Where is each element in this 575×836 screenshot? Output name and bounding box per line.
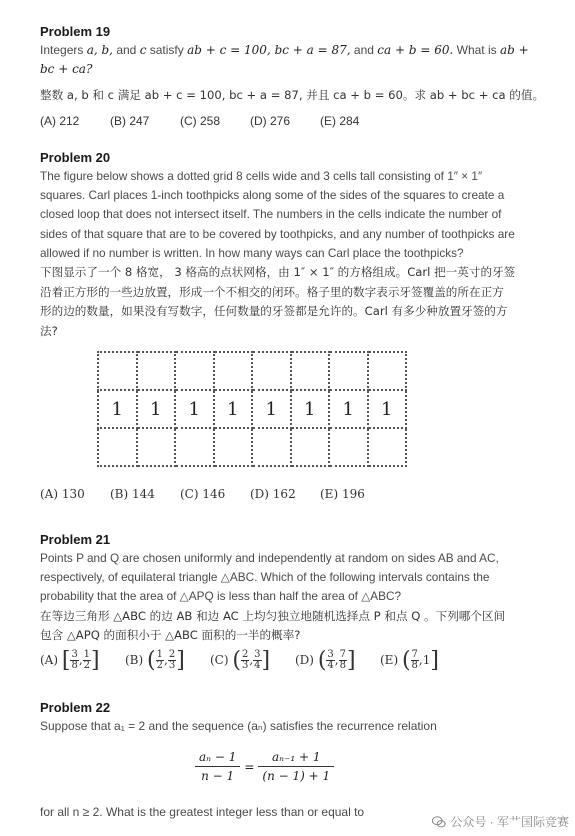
problem-21-choices — [40, 648, 465, 673]
choice-c: (C) 146 — [180, 487, 226, 501]
problem-19 — [40, 24, 545, 128]
grid-cell — [214, 352, 253, 390]
watermark — [432, 813, 569, 830]
dotted-grid — [97, 351, 407, 467]
interval-choice-a: (A) [ $\frac{3}{8}$ , $\frac{1}{2}$ ] — [40, 648, 100, 673]
choice-e: (E) 284 — [320, 113, 360, 128]
interval-choice-d: (D) ( $\frac{3}{4}$ , $\frac{7}{8}$ ] — [295, 648, 356, 673]
problem-22-text: Suppose that a₁ = 2 and the sequence (aₙ) satisfies the recurrence relation — [40, 719, 437, 733]
choice-b: (B) 144 — [110, 487, 155, 501]
recurrence-equation: $\frac{\text{aₙ − 1}}{n - 1}$ = $\frac{\text{aₙ₋₁ + 1}}{(n - 1) + 1}$ — [195, 750, 334, 783]
grid-cell — [175, 428, 214, 466]
problem-20 — [40, 150, 540, 341]
problem-20-title: Problem 20 — [40, 150, 111, 165]
choice-a: (A) 212 — [40, 113, 80, 128]
grid-cell — [175, 352, 214, 390]
choice-b: (B) 247 — [110, 113, 150, 128]
grid-cell — [252, 352, 291, 390]
problem-21-title: Problem 21 — [40, 532, 111, 547]
choice-d: (D) 276 — [250, 113, 291, 128]
watermark-text: 公众号 · 军艹国际竞赛 — [450, 815, 569, 829]
grid-cell — [252, 428, 291, 466]
grid-cell — [98, 352, 137, 390]
grid-cell-number: 1 — [98, 390, 137, 428]
grid-cell-number: 1 — [175, 390, 214, 428]
problem-22 — [40, 700, 540, 736]
grid-cell-number: 1 — [291, 390, 330, 428]
grid-row-bottom — [98, 428, 406, 466]
grid-cell — [98, 428, 137, 466]
grid-cell — [214, 428, 253, 466]
grid-cell-number: 1 — [329, 390, 368, 428]
grid-row-top — [98, 352, 406, 390]
choice-e: (E) 196 — [320, 487, 365, 501]
grid-cell — [329, 352, 368, 390]
grid-cell — [291, 352, 330, 390]
grid-cell-number: 1 — [252, 390, 291, 428]
choice-c: (C) 258 — [180, 113, 221, 128]
grid-cell — [137, 428, 176, 466]
problem-20-cn: 下图显示了一个 8 格宽， 3 格高的点状网格，由 1″ × 1″ 的方格组成。Carl 把一英寸的牙签 沿着正方形的一些边放置，形成一个不相交的闭环。格子里的数字表示牙签覆盖的所在正方 形的边的数量，如果没有写数字，任何数量的牙签都是允许的。Carl 有多少种放置牙签的方 法? — [40, 265, 516, 338]
grid-cell — [368, 428, 407, 466]
problem-21-text: Points P and Q are chosen uniformly and independently at random on sides AB and AC, respectively, of equilateral triangle △ABC. Which of the following intervals contains the probability that the area of △APQ is less than half the area of △ABC? — [40, 551, 499, 604]
choice-a: (A) 130 — [40, 487, 85, 501]
grid-cell — [329, 428, 368, 466]
grid-cell — [291, 428, 330, 466]
problem-19-text: Integers a, b, and c satisfy ab + c = 100, bc + a = 87, and ca + b = 60. What is ab + bc + ca? — [40, 43, 529, 77]
problem-21-cn: 在等边三角形 △ABC 的边 AB 和边 AC 上均匀独立地随机选择点 P 和点 Q 。下列哪个区间 包含 △APQ 的面积小于 △ABC 面积的一半的概率? — [40, 608, 506, 643]
problem-22-title: Problem 22 — [40, 700, 111, 715]
interval-choice-b: (B) ( $\frac{1}{2}$ , $\frac{2}{3}$ ] — [125, 648, 185, 673]
choice-d: (D) 162 — [250, 487, 296, 501]
grid-cell-number: 1 — [137, 390, 176, 428]
grid-row-middle — [98, 390, 406, 428]
problem-22-text-2: for all n ≥ 2. What is the greatest integer less than or equal to — [40, 805, 365, 819]
interval-choice-e: (E) ( $\frac{7}{8}$ ,1] — [380, 648, 439, 673]
interval-choice-c: (C) ( $\frac{2}{3}$ , $\frac{3}{4}$ ] — [210, 648, 271, 673]
problem-19-title: Problem 19 — [40, 24, 111, 39]
problem-19-cn: 整数 a, b 和 c 满足 ab + c = 100, bc + a = 87, 并且 ca + b = 60。求 ab + bc + ca 的值。 — [40, 88, 545, 103]
grid-cell — [137, 352, 176, 390]
problem-21 — [40, 532, 540, 646]
grid-cell — [368, 352, 407, 390]
grid-cell-number: 1 — [214, 390, 253, 428]
grid-cell-number: 1 — [368, 390, 407, 428]
wechat-icon — [432, 815, 446, 829]
problem-20-choices — [40, 487, 390, 501]
problem-20-text: The figure below shows a dotted grid 8 cells wide and 3 cells tall consisting of 1″ × 1″ squares. Carl places 1-inch toothpicks along some of the sides of the squares to create a closed loop that does not intersect itself. The numbers in the cells indicate the number of sides of that square that are to be covered by toothpicks, and any number of toothpicks are allowed if no number is written. In how many ways can Carl place the toothpicks? — [40, 169, 515, 260]
problem-19-choices — [40, 114, 540, 128]
